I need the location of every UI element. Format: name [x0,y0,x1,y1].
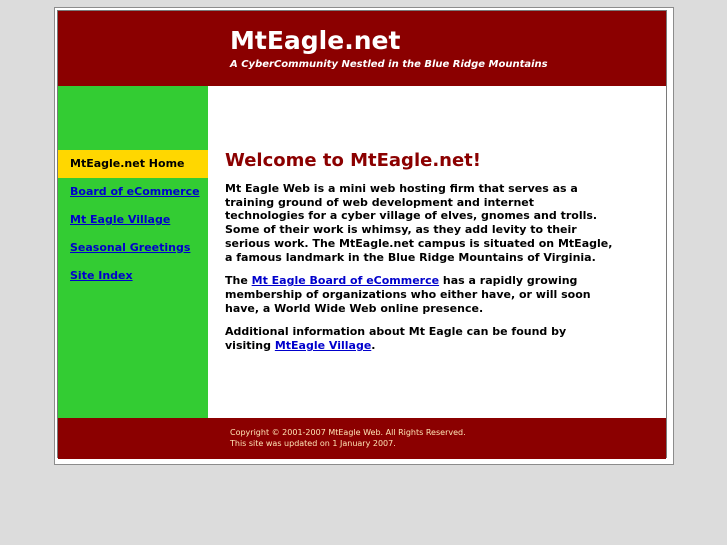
nav-item-board-of-ecommerce [58,178,208,206]
village-paragraph [225,325,615,352]
mteagle-village-link[interactable]: MtEagle Village [274,339,372,353]
sidebar-nav [58,150,208,290]
page-heading: Welcome to MtEagle.net! [225,150,481,171]
nav-link-mt-eagle-village[interactable]: Mt Eagle Village [70,213,171,226]
nav-item-label: MtEagle.net Home [70,157,185,170]
nav-item-home[interactable] [58,150,208,178]
nav-link-seasonal-greetings[interactable]: Seasonal Greetings [70,241,191,254]
site-header [58,11,666,86]
page-frame [54,7,674,465]
nav-item-site-index [58,262,208,290]
page-frame-inner [57,10,667,458]
site-title: MtEagle.net [230,26,401,55]
intro-paragraph: Mt Eagle Web is a mini web hosting firm that serves as a training ground of web development and internet technologies for a cyber village of elves, gnomes and trolls. Some of their work is whimsy, as they add levity to their serious work. The MtEagle.net campus is situated on MtEagle, a famous landmark in the Blue Ridge Mountains of Virginia. [225,182,613,264]
village-paragraph-text-before: Additional information about Mt Eagle can be found by visiting [225,325,567,353]
board-paragraph [225,274,615,315]
copyright-text: Copyright © 2001-2007 MtEagle Web. All Rights Reserved. [230,428,466,437]
nav-link-board-of-ecommerce[interactable]: Board of eCommerce [70,185,200,198]
site-tagline: A CyberCommunity Nestled in the Blue Ridge Mountains [230,59,548,70]
board-paragraph-text-before: The [225,274,252,288]
board-paragraph-text-after: has a rapidly growing membership of organizations who either have, or will soon have, a World Wide Web online presence. [225,274,591,315]
updated-text: This site was updated on 1 January 2007. [230,439,396,448]
site-footer [58,418,666,459]
nav-item-mt-eagle-village [58,206,208,234]
board-of-ecommerce-link[interactable]: Mt Eagle Board of eCommerce [251,274,440,288]
main-content [208,86,666,418]
nav-link-site-index[interactable]: Site Index [70,269,133,282]
sidebar [58,86,208,418]
nav-item-seasonal-greetings [58,234,208,262]
village-paragraph-text-after: . [371,339,376,353]
main-content-body [225,150,615,363]
